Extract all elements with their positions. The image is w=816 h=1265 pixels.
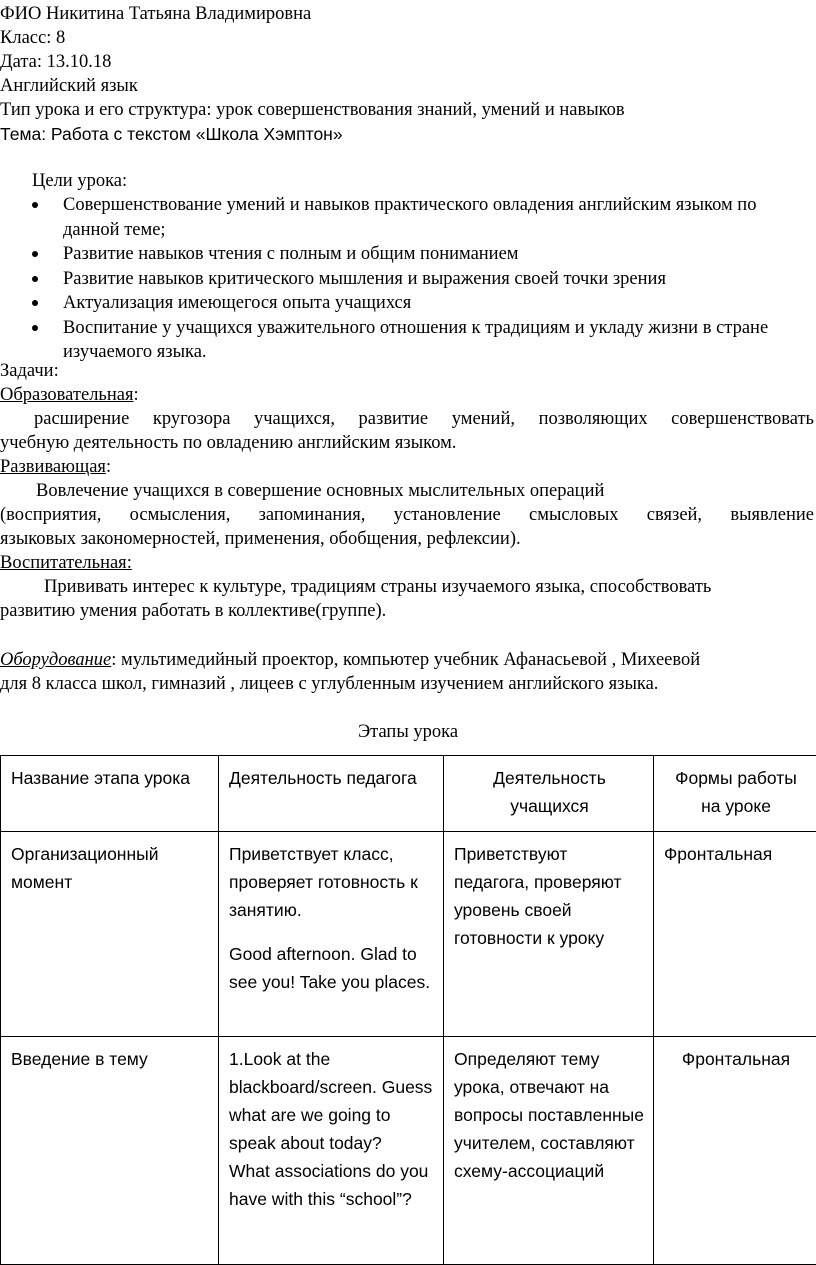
teacher-cell bbox=[219, 832, 444, 1037]
educational-heading: Образовательная: bbox=[0, 385, 139, 405]
teacher-cell bbox=[219, 1037, 444, 1265]
developing-heading: Развивающая: bbox=[0, 457, 112, 477]
educational-text-1: расширение кругозора учащихся, развитие умений, позволяющих совершенствовать bbox=[34, 409, 814, 429]
stage-cell: Организационный момент bbox=[1, 832, 219, 1037]
developing-text-3: языковых закономерностей, применения, обобщения, рефлексии). bbox=[0, 529, 521, 549]
teacher-text: Приветствует класс, проверяет готовность к занятию. bbox=[229, 844, 418, 920]
teacher-text: 1.Look at the blackboard/screen. Guess what are we going to speak about today? bbox=[229, 1049, 433, 1153]
equipment-line-1 bbox=[0, 648, 700, 672]
goals-list bbox=[0, 193, 816, 365]
stage-cell: Введение в тему bbox=[1, 1037, 219, 1265]
subject-line: Английский язык bbox=[0, 76, 138, 96]
educational-text-2: учебную деятельность по овладению английским языком. bbox=[0, 433, 457, 453]
upbringing-text-2: развитию умения работать в коллективе(группе). bbox=[0, 601, 387, 621]
form-cell: Фронтальная bbox=[654, 832, 816, 1037]
developing-label: Развивающая bbox=[0, 457, 106, 477]
teacher-speech: What associations do you have with this “school”? bbox=[229, 1161, 429, 1209]
goal-item: Актуализация имеющегося опыта учащихся bbox=[0, 291, 783, 316]
tasks-title: Задачи: bbox=[0, 361, 59, 381]
educational-label: Образовательная bbox=[0, 385, 134, 405]
goal-item: Развитие навыков критического мышления и выражения своей точки зрения bbox=[0, 267, 783, 292]
header-teacher: Деятельность педагога bbox=[219, 756, 444, 832]
teacher-speech: Good afternoon. Glad to see you! Take you places. bbox=[229, 944, 431, 992]
table-header-row bbox=[1, 756, 816, 832]
header-stage: Название этапа урока bbox=[1, 756, 219, 832]
lesson-type-line: Тип урока и его структура: урок совершенствования знаний, умений и навыков bbox=[0, 100, 625, 120]
goal-item: Совершенствование умений и навыков практического овладения английским языком по данной теме; bbox=[0, 193, 783, 242]
students-cell: Определяют тему урока, отвечают на вопросы поставленные учителем, составляют схему-ассоциаций bbox=[444, 1037, 654, 1265]
date-line: Дата: 13.10.18 bbox=[0, 52, 112, 72]
class-line: Класс: 8 bbox=[0, 28, 66, 48]
form-cell: Фронтальная bbox=[654, 1037, 816, 1265]
stages-table bbox=[0, 755, 816, 1265]
teacher-name: ФИО Никитина Татьяна Владимировна bbox=[0, 4, 312, 24]
equipment-line-2: для 8 класса школ, гимназий , лицеев с углубленным изучением английского языка. bbox=[0, 674, 659, 694]
equipment-text: : мультимедийный проектор, компьютер учебник Афанасьевой , Михеевой bbox=[111, 650, 701, 670]
students-cell: Приветствуют педагога, проверяют уровень своей готовности к уроку bbox=[444, 832, 654, 1037]
stages-title: Этапы урока bbox=[357, 722, 459, 742]
goal-item: Воспитание у учащихся уважительного отношения к традициям и укладу жизни в стране изучаемого языка. bbox=[0, 316, 783, 365]
upbringing-text-1: Прививать интерес к культуре, традициям страны изучаемого языка, способствовать bbox=[44, 577, 712, 597]
equipment-label: Оборудование bbox=[0, 650, 112, 670]
goals-title: Цели урока: bbox=[32, 171, 128, 191]
topic-line: Тема: Работа с текстом «Школа Хэмптон» bbox=[0, 124, 343, 144]
upbringing-label: Воспитательная: bbox=[0, 553, 132, 573]
goal-item: Развитие навыков чтения с полным и общим пониманием bbox=[0, 242, 783, 267]
developing-text-2: (восприятия, осмысления, запоминания, установление смысловых связей, выявление bbox=[0, 505, 814, 525]
header-form: Формы работы на уроке bbox=[654, 756, 816, 832]
header-students: Деятельность учащихся bbox=[444, 756, 654, 832]
table-row bbox=[1, 832, 816, 1037]
developing-text-1: Вовлечение учащихся в совершение основных мыслительных операций bbox=[36, 481, 605, 501]
table-row bbox=[1, 1037, 816, 1265]
